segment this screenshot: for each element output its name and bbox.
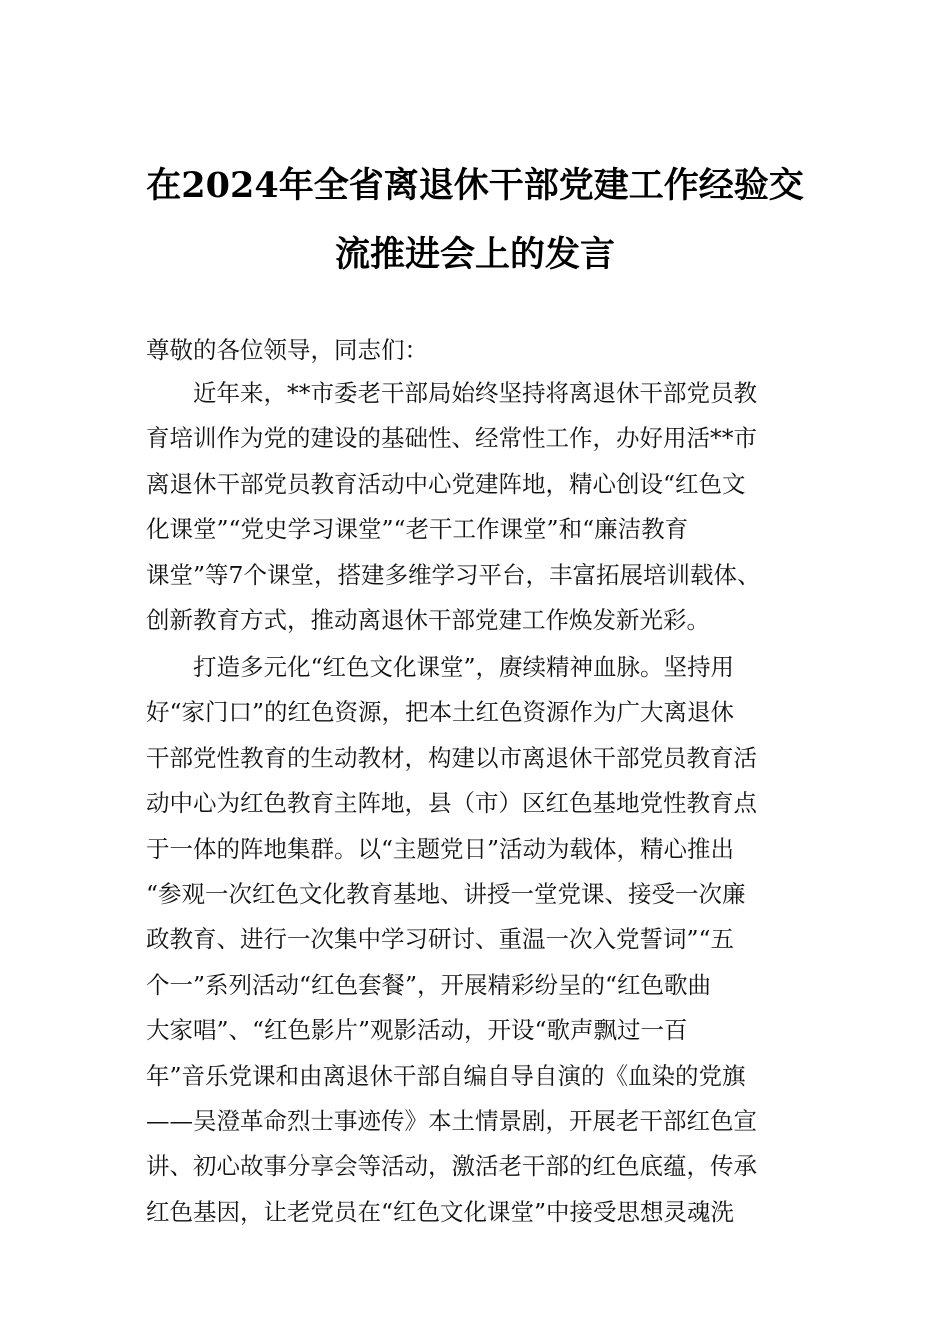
- paragraph-line: 离退休干部党员教育活动中心党建阵地，精心创设“红色文: [146, 469, 746, 498]
- paragraph-line: 打造多元化“红色文化课堂”，赓续精神血脉。坚持用: [146, 653, 735, 681]
- paragraph-line: 课堂”等7个课堂，搭建多维学习平台，丰富拓展培训载体、: [146, 560, 761, 589]
- paragraph-1: [146, 371, 836, 643]
- paragraph-2: [146, 645, 836, 1235]
- paragraph-line: 讲、初心故事分享会等活动，激活老干部的红色底蕴，传承: [146, 1152, 757, 1181]
- paragraph-line: 好“家门口”的红色资源，把本土红色资源作为广大离退休: [146, 698, 735, 727]
- paragraph-line: 育培训作为党的建设的基础性、经常性工作，办好用活**市: [146, 424, 757, 453]
- paragraph-line: 创新教育方式，推动离退休干部党建工作焕发新光彩。: [146, 606, 710, 635]
- paragraph-line: 干部党性教育的生动教材，构建以市离退休干部党员教育活: [146, 743, 757, 772]
- document-title-line-2: 流推进会上的发言: [334, 234, 615, 275]
- paragraph-line: 近年来，**市委老干部局始终坚持将离退休干部党员教: [146, 379, 757, 407]
- salutation: 尊敬的各位领导，同志们：: [146, 336, 428, 364]
- document-title-line-1: 在2024年全省离退休干部党建工作经验交: [146, 165, 804, 206]
- paragraph-line: 大家唱”、“红色影片”观影活动，开设“歌声飘过一百: [146, 1016, 688, 1045]
- paragraph-line: 化课堂”“党史学习课堂”“老干工作课堂”和“廉洁教育: [146, 515, 689, 544]
- paragraph-line: 政教育、进行一次集中学习研讨、重温一次入党誓词”“五: [146, 925, 735, 954]
- paragraph-line: 红色基因，让老党员在“红色文化课堂”中接受思想灵魂洗: [146, 1197, 735, 1226]
- paragraph-line: “参观一次红色文化教育基地、讲授一堂党课、接受一次廉: [146, 880, 746, 909]
- paragraph-line: 于一体的阵地集群。以“主题党日”活动为载体，精心推出: [146, 834, 735, 863]
- paragraph-line: 年”音乐党课和由离退休干部自编自导自演的《血染的党旗: [146, 1061, 746, 1090]
- paragraph-line: 个一”系列活动“红色套餐”，开展精彩纷呈的“红色歌曲: [146, 970, 712, 999]
- paragraph-line: 动中心为红色教育主阵地，县（市）区红色基地党性教育点: [146, 789, 757, 818]
- paragraph-line: ——吴澄革命烈士事迹传》本土情景剧，开展老干部红色宣: [146, 1107, 757, 1136]
